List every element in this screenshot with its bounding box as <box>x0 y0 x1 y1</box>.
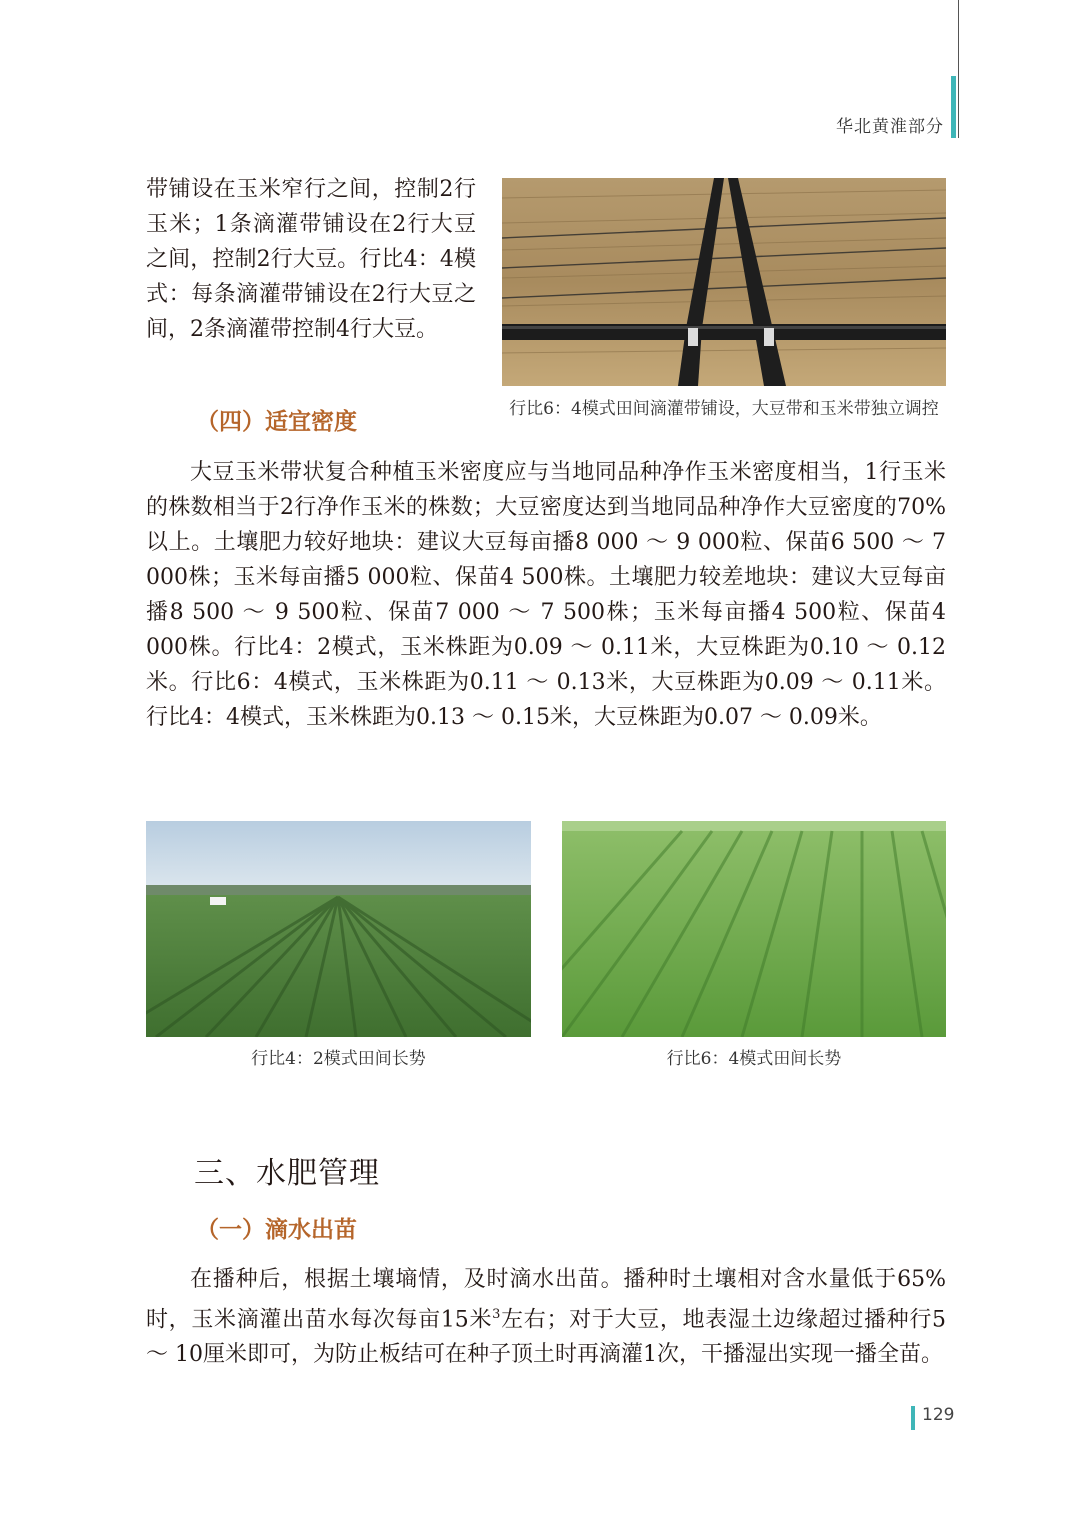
page-number: 129 <box>922 1405 955 1425</box>
drip-text-part1: 在播种后，根据土壤墒情，及时滴水出苗。播种时土壤相对含水量低于65%时，玉米滴灌出苗水每次每亩15米 <box>146 1267 946 1333</box>
intro-text: 带铺设在玉米窄行之间，控制2行玉米；1条滴灌带铺设在2行大豆之间，控制2行大豆。行比4：4模式：每条滴灌带铺设在2行大豆之间，2条滴灌带控制4行大豆。 <box>146 177 476 342</box>
cubic-superscript: 3 <box>492 1307 501 1322</box>
folio-accent-bar <box>911 1406 915 1430</box>
field-caption-4-2: 行比4：2模式田间长势 <box>251 1049 426 1069</box>
field-photo-4-2 <box>146 821 531 1037</box>
drip-emergence-heading: （一）滴水出苗 <box>196 1217 357 1243</box>
drip-emergence-paragraph <box>146 1262 946 1372</box>
density-paragraph <box>146 455 946 735</box>
field-photo-6-4 <box>562 821 946 1037</box>
field-caption-6-4: 行比6：4模式田间长势 <box>666 1049 842 1069</box>
density-heading: （四）适宜密度 <box>196 409 357 435</box>
header-rule <box>958 0 959 138</box>
drip-emergence-text <box>146 1262 946 1372</box>
drip-text-part2: 左右；对于大豆，地表湿土边缘超过播种行5 ～ 10厘米即可，为防止板结可在种子顶土时再滴灌1次，干播湿出实现一播全苗。 <box>146 1307 947 1368</box>
density-text: 大豆玉米带状复合种植玉米密度应与当地同品种净作玉米密度相当，1行玉米的株数相当于2行净作玉米的株数；大豆密度达到当地同品种净作大豆密度的70%以上。土壤肥力较好地块：建议大豆每亩播8 000 ～ 9 000粒、保苗6 500 ～ 7 000株；玉米每亩播5 000粒、保苗4 500株。土壤肥力较差地块：建议大豆每亩播8 500 ～ 9 500粒、保苗7 000 ～ 7 500株；玉米每亩播4 500粒、保苗4 000株。行比4：2模式，玉米株距为0.09 ～ 0.11米，大豆株距为0.10 ～ 0.12米。行比6：4模式，玉米株距为0.11 ～ 0.13米，大豆株距为0.09 ～ 0.11米。行比4：4模式，玉米株距为0.13 ～ 0.15米，大豆株距为0.07 ～ 0.09米。 <box>146 460 946 730</box>
intro-paragraph <box>146 172 476 347</box>
header-accent-bar <box>951 76 956 138</box>
drip-tape-photo <box>502 178 946 386</box>
running-head: 华北黄淮部分 <box>836 117 944 137</box>
drip-tape-caption: 行比6：4模式田间滴灌带铺设，大豆带和玉米带独立调控 <box>509 399 939 419</box>
section-title: 三、水肥管理 <box>194 1156 380 1191</box>
